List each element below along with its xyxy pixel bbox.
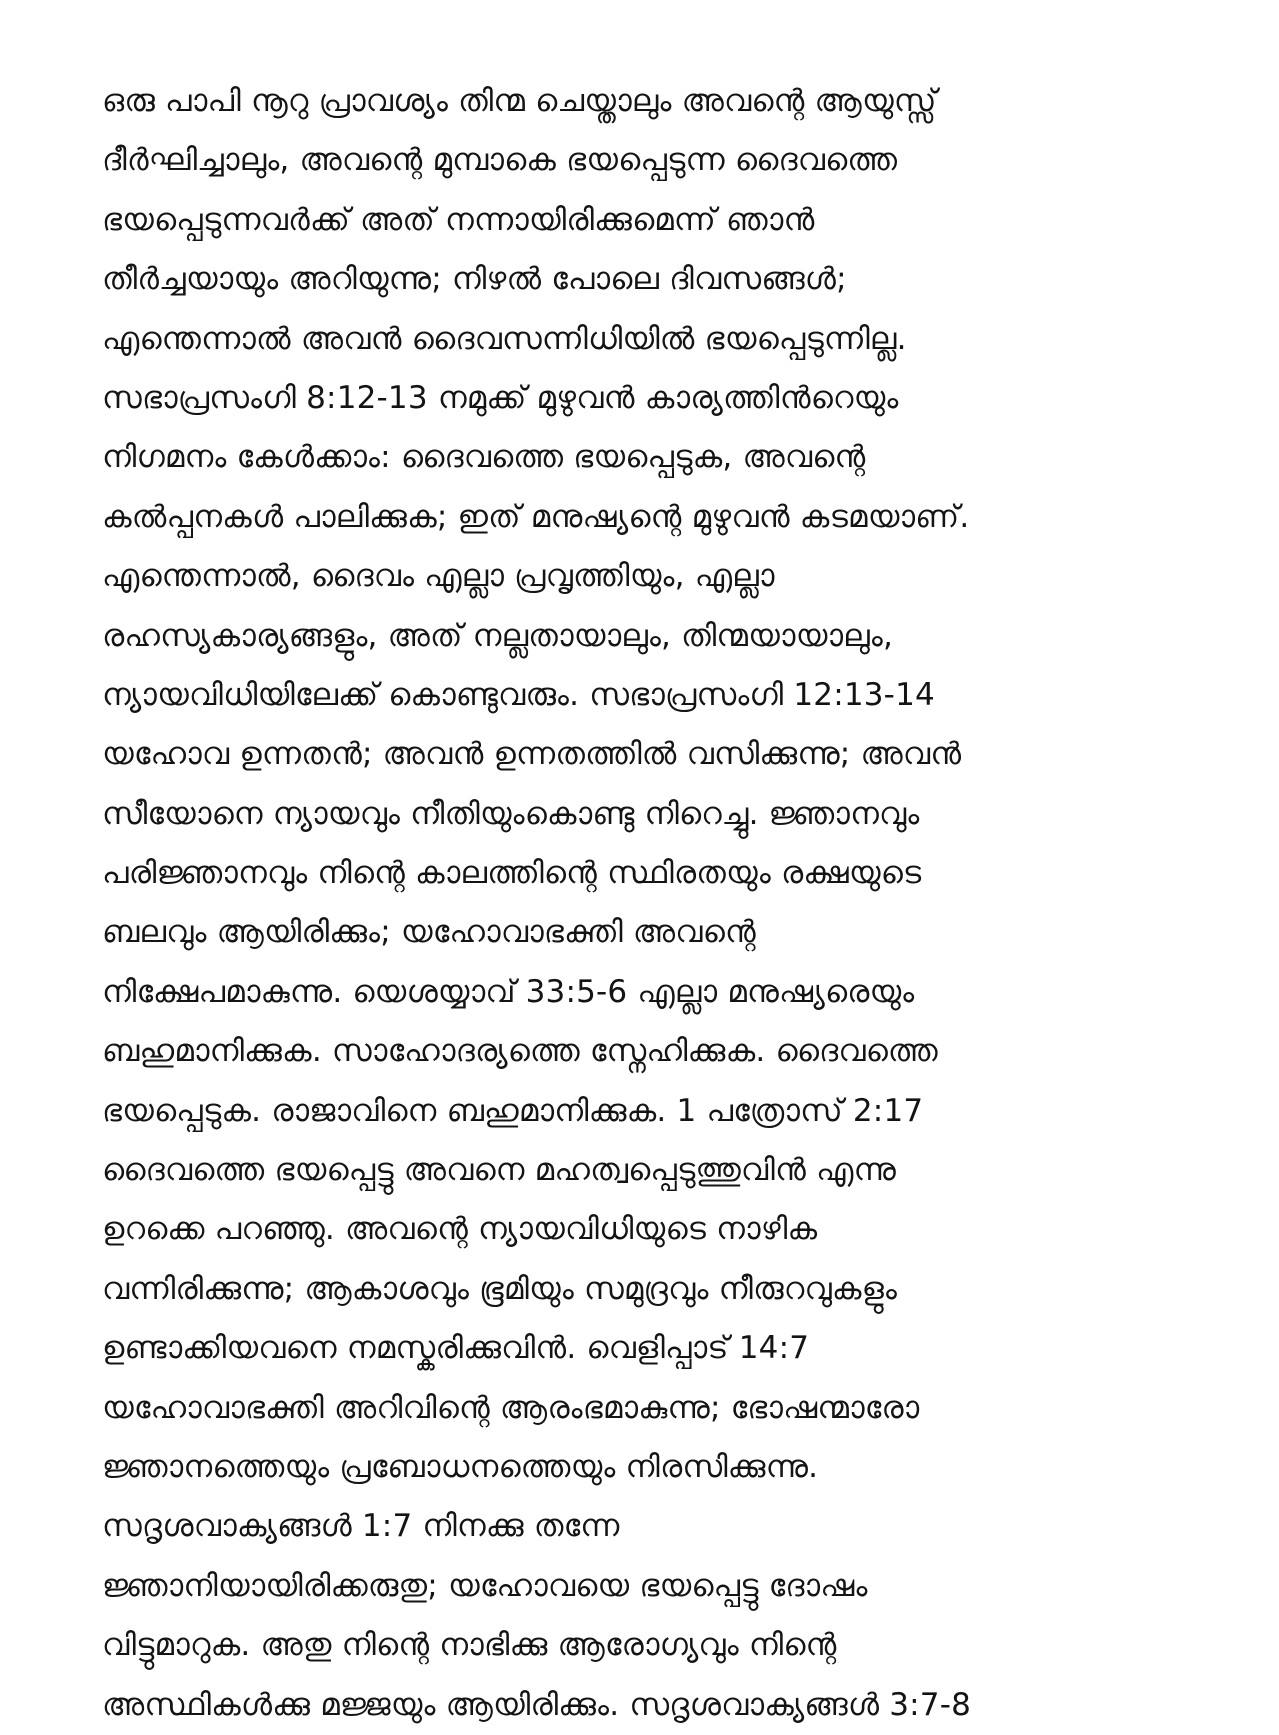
text-line-9: എന്തെന്നാൽ, ദൈവം എല്ലാ പ്രവൃത്തിയും, എല്ലാ — [102, 558, 775, 595]
text-line-20: ഉറക്കെ പറഞ്ഞു. അവന്റെ ന്യായവിധിയുടെ നാഴിക — [102, 1211, 818, 1248]
text-line-7: നിഗമനം കേൾക്കാം: ദൈവത്തെ ഭയപ്പെടുക, അവന്റെ — [102, 439, 866, 476]
text-line-3: ഭയപ്പെടുന്നവർക്ക് അത് നന്നായിരിക്കുമെന്ന് ഞാൻ — [102, 201, 815, 238]
text-line-1: ഒരു പാപി നൂറു പ്രാവശ്യം തിന്മ ചെയ്താലും അവന്റെ ആയുസ്സ് — [102, 83, 937, 119]
scripture-text-block — [102, 72, 1202, 1735]
text-line-8: കൽപ്പനകൾ പാലിക്കുക; ഇത് മനുഷ്യന്റെ മുഴുവൻ കടമയാണ്. — [102, 498, 970, 535]
text-line-24: ജ്ഞാനത്തെയും പ്രബോധനത്തെയും നിരസിക്കുന്നു. — [102, 1448, 819, 1485]
text-line-5: എന്തെന്നാൽ അവൻ ദൈവസന്നിധിയിൽ ഭയപ്പെടുന്നില്ല. — [102, 320, 907, 357]
text-line-13: സീയോനെ ന്യായവും നീതിയുംകൊണ്ടു നിറെച്ചു. ജ്ഞാനവും — [102, 795, 920, 832]
text-line-17: ബഹുമാനിക്കുക. സാഹോദര്യത്തെ സ്നേഹിക്കുക. ദൈവത്തെ — [102, 1033, 938, 1070]
text-line-6: സഭാപ്രസംഗി 8:12-13 നമുക്ക് മുഴുവൻ കാര്യത്തിൻറെയും — [102, 379, 899, 416]
text-line-18: ഭയപ്പെടുക. രാജാവിനെ ബഹുമാനിക്കുക. 1 പത്രോസ് 2:17 — [102, 1092, 924, 1129]
text-line-14: പരിജ്ഞാനവും നിന്റെ കാലത്തിന്റെ സ്ഥിരതയും രക്ഷയുടെ — [102, 855, 922, 892]
text-line-16: നിക്ഷേപമാകുന്നു. യെശയ്യാവ് 33:5-6 എല്ലാ മനുഷ്യരെയും — [102, 973, 915, 1010]
text-line-25: സദൃശവാക്യങ്ങൾ 1:7 നിനക്കു തന്നേ — [102, 1508, 620, 1545]
text-line-10: രഹസ്യകാര്യങ്ങളും, അത് നല്ലതായാലും, തിന്മയായാലും, — [102, 617, 894, 654]
text-line-23: യഹോവാഭക്തി അറിവിന്റെ ആരംഭമാകുന്നു; ഭോഷന്മാരോ — [102, 1389, 920, 1426]
text-line-4: തീർച്ചയായും അറിയുന്നു; നിഴൽ പോലെ ദിവസങ്ങൾ; — [102, 261, 847, 298]
text-line-22: ഉണ്ടാക്കിയവനെ നമസ്കരിക്കുവിൻ. വെളിപ്പാട് 14:7 — [102, 1330, 810, 1367]
text-line-28: അസ്ഥികൾക്കു മജ്ജയും ആയിരിക്കും. സദൃശവാക്യങ്ങൾ 3:7-8 — [102, 1686, 972, 1723]
text-line-21: വന്നിരിക്കുന്നു; ആകാശവും ഭൂമിയും സമുദ്രവും നീരുറവുകളും — [102, 1270, 898, 1307]
text-line-2: ദീർഘിച്ചാലും, അവന്റെ മുമ്പാകെ ഭയപ്പെടുന്ന ദൈവത്തെ — [102, 142, 898, 179]
text-line-15: ബലവും ആയിരിക്കും; യഹോവാഭക്തി അവന്റെ — [102, 914, 756, 951]
text-line-12: യഹോവ ഉന്നതൻ; അവൻ ഉന്നതത്തിൽ വസിക്കുന്നു; അവൻ — [102, 736, 962, 773]
text-line-19: ദൈവത്തെ ഭയപ്പെട്ടു അവനെ മഹത്വപ്പെടുത്തുവിൻ എന്നു — [102, 1152, 897, 1189]
text-line-11: ന്യായവിധിയിലേക്ക് കൊണ്ടുവരും. സഭാപ്രസംഗി 12:13-14 — [102, 676, 935, 713]
text-line-27: വിട്ടുമാറുക. അതു നിന്റെ നാഭിക്കു ആരോഗ്യവും നിന്റെ — [102, 1627, 837, 1664]
text-line-26: ജ്ഞാനിയായിരിക്കരുതു; യഹോവയെ ഭയപ്പെട്ടു ദോഷം — [102, 1567, 868, 1604]
